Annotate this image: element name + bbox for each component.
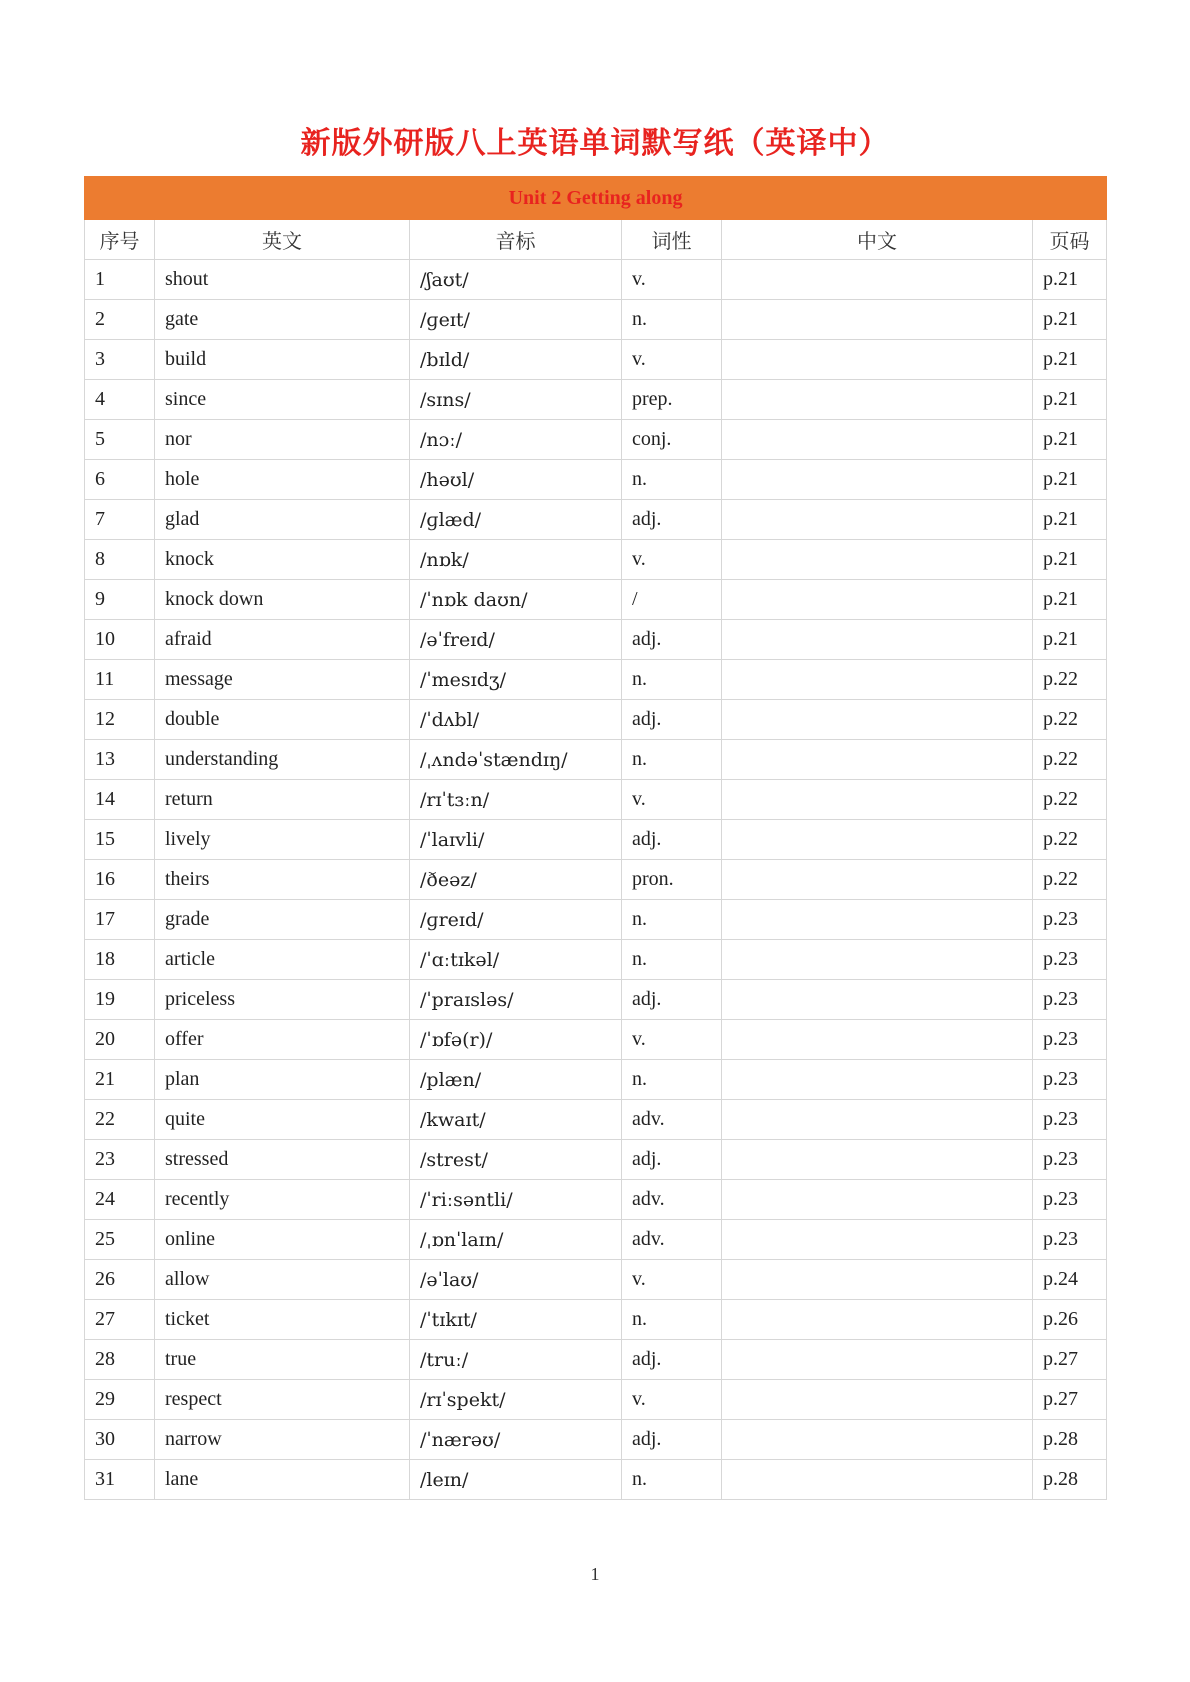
part-of-speech: n. [622, 940, 722, 980]
table-row [85, 1420, 1107, 1460]
document-title: 新版外研版八上英语单词默写纸（英译中） [300, 126, 890, 161]
table-row [85, 1220, 1107, 1260]
row-number: 9 [85, 580, 155, 620]
part-of-speech: prep. [622, 380, 722, 420]
part-of-speech: n. [622, 660, 722, 700]
phonetic: /ˈdʌbl/ [410, 700, 622, 740]
chinese-answer-cell [722, 860, 1033, 900]
table-row [85, 1300, 1107, 1340]
page-reference: p.26 [1033, 1300, 1107, 1340]
part-of-speech: n. [622, 460, 722, 500]
english-word: build [155, 340, 410, 380]
row-number: 28 [85, 1340, 155, 1380]
page-reference: p.23 [1033, 900, 1107, 940]
row-number: 17 [85, 900, 155, 940]
column-header-chinese: 中文 [722, 220, 1033, 260]
phonetic: /leɪn/ [410, 1460, 622, 1500]
part-of-speech: v. [622, 1020, 722, 1060]
english-word: article [155, 940, 410, 980]
chinese-answer-cell [722, 780, 1033, 820]
english-word: message [155, 660, 410, 700]
phonetic: /truː/ [410, 1340, 622, 1380]
part-of-speech: n. [622, 1300, 722, 1340]
phonetic: /ˈnærəʊ/ [410, 1420, 622, 1460]
part-of-speech: adv. [622, 1220, 722, 1260]
part-of-speech: adv. [622, 1180, 722, 1220]
table-row [85, 980, 1107, 1020]
page-reference: p.21 [1033, 580, 1107, 620]
english-word: understanding [155, 740, 410, 780]
chinese-answer-cell [722, 1180, 1033, 1220]
phonetic: /ðeəz/ [410, 860, 622, 900]
part-of-speech: adj. [622, 500, 722, 540]
phonetic: /ˈpraɪsləs/ [410, 980, 622, 1020]
column-header-english: 英文 [155, 220, 410, 260]
table-row [85, 1340, 1107, 1380]
table-row [85, 820, 1107, 860]
english-word: online [155, 1220, 410, 1260]
phonetic: /ˌɒnˈlaɪn/ [410, 1220, 622, 1260]
row-number: 25 [85, 1220, 155, 1260]
part-of-speech: n. [622, 1460, 722, 1500]
phonetic: /strest/ [410, 1140, 622, 1180]
row-number: 5 [85, 420, 155, 460]
row-number: 20 [85, 1020, 155, 1060]
part-of-speech: v. [622, 260, 722, 300]
phonetic: /əˈlaʊ/ [410, 1260, 622, 1300]
page-reference: p.21 [1033, 460, 1107, 500]
english-word: knock [155, 540, 410, 580]
english-word: return [155, 780, 410, 820]
english-word: offer [155, 1020, 410, 1060]
chinese-answer-cell [722, 340, 1033, 380]
page-reference: p.23 [1033, 980, 1107, 1020]
page-reference: p.28 [1033, 1460, 1107, 1500]
phonetic: /bɪld/ [410, 340, 622, 380]
english-word: ticket [155, 1300, 410, 1340]
row-number: 30 [85, 1420, 155, 1460]
chinese-answer-cell [722, 1260, 1033, 1300]
english-word: glad [155, 500, 410, 540]
page-reference: p.21 [1033, 300, 1107, 340]
phonetic: /ɡlæd/ [410, 500, 622, 540]
table-row [85, 1020, 1107, 1060]
phonetic: /sɪns/ [410, 380, 622, 420]
chinese-answer-cell [722, 820, 1033, 860]
column-header-page: 页码 [1033, 220, 1107, 260]
page-number: 1 [590, 1564, 600, 1584]
part-of-speech: adj. [622, 1340, 722, 1380]
column-header-part-of-speech: 词性 [622, 220, 722, 260]
page-reference: p.21 [1033, 420, 1107, 460]
row-number: 12 [85, 700, 155, 740]
english-word: stressed [155, 1140, 410, 1180]
english-word: respect [155, 1380, 410, 1420]
phonetic: /ˈmesɪdʒ/ [410, 660, 622, 700]
chinese-answer-cell [722, 460, 1033, 500]
part-of-speech: pron. [622, 860, 722, 900]
row-number: 24 [85, 1180, 155, 1220]
row-number: 31 [85, 1460, 155, 1500]
page-reference: p.28 [1033, 1420, 1107, 1460]
page-reference: p.22 [1033, 820, 1107, 860]
chinese-answer-cell [722, 540, 1033, 580]
unit-header-row [85, 177, 1107, 220]
page-reference: p.22 [1033, 700, 1107, 740]
phonetic: /ˈnɒk daʊn/ [410, 580, 622, 620]
row-number: 19 [85, 980, 155, 1020]
english-word: knock down [155, 580, 410, 620]
part-of-speech: adj. [622, 820, 722, 860]
part-of-speech: adj. [622, 700, 722, 740]
page-reference: p.23 [1033, 1180, 1107, 1220]
chinese-answer-cell [722, 1020, 1033, 1060]
table-row [85, 660, 1107, 700]
chinese-answer-cell [722, 1380, 1033, 1420]
chinese-answer-cell [722, 620, 1033, 660]
page-reference: p.21 [1033, 340, 1107, 380]
table-row [85, 940, 1107, 980]
part-of-speech: v. [622, 1260, 722, 1300]
row-number: 13 [85, 740, 155, 780]
part-of-speech: n. [622, 900, 722, 940]
english-word: quite [155, 1100, 410, 1140]
chinese-answer-cell [722, 380, 1033, 420]
chinese-answer-cell [722, 500, 1033, 540]
chinese-answer-cell [722, 1140, 1033, 1180]
table-row [85, 700, 1107, 740]
page-reference: p.21 [1033, 620, 1107, 660]
table-row [85, 340, 1107, 380]
table-row [85, 860, 1107, 900]
page-reference: p.23 [1033, 1100, 1107, 1140]
table-row [85, 1380, 1107, 1420]
page-reference: p.21 [1033, 380, 1107, 420]
phonetic: /əˈfreɪd/ [410, 620, 622, 660]
row-number: 2 [85, 300, 155, 340]
table-row [85, 1060, 1107, 1100]
chinese-answer-cell [722, 900, 1033, 940]
row-number: 27 [85, 1300, 155, 1340]
part-of-speech: v. [622, 540, 722, 580]
row-number: 15 [85, 820, 155, 860]
page-reference: p.22 [1033, 780, 1107, 820]
table-row [85, 1460, 1107, 1500]
table-row [85, 900, 1107, 940]
phonetic: /ˈlaɪvli/ [410, 820, 622, 860]
english-word: lively [155, 820, 410, 860]
table-row [85, 1140, 1107, 1180]
part-of-speech: n. [622, 300, 722, 340]
part-of-speech: n. [622, 1060, 722, 1100]
phonetic: /rɪˈspekt/ [410, 1380, 622, 1420]
phonetic: /ˈtɪkɪt/ [410, 1300, 622, 1340]
page-reference: p.23 [1033, 940, 1107, 980]
table-row [85, 300, 1107, 340]
table-row [85, 1100, 1107, 1140]
chinese-answer-cell [722, 700, 1033, 740]
phonetic: /nɔː/ [410, 420, 622, 460]
chinese-answer-cell [722, 1340, 1033, 1380]
table-row [85, 500, 1107, 540]
english-word: grade [155, 900, 410, 940]
row-number: 23 [85, 1140, 155, 1180]
part-of-speech: adj. [622, 1140, 722, 1180]
english-word: shout [155, 260, 410, 300]
english-word: afraid [155, 620, 410, 660]
english-word: recently [155, 1180, 410, 1220]
chinese-answer-cell [722, 1060, 1033, 1100]
chinese-answer-cell [722, 260, 1033, 300]
english-word: hole [155, 460, 410, 500]
chinese-answer-cell [722, 580, 1033, 620]
table-row [85, 1180, 1107, 1220]
part-of-speech: adj. [622, 1420, 722, 1460]
english-word: double [155, 700, 410, 740]
column-header-row [85, 220, 1107, 260]
page-reference: p.23 [1033, 1020, 1107, 1060]
page-reference: p.21 [1033, 260, 1107, 300]
page-reference: p.21 [1033, 540, 1107, 580]
phonetic: /ˌʌndəˈstændɪŋ/ [410, 740, 622, 780]
table-row [85, 780, 1107, 820]
phonetic: /ˈriːsəntli/ [410, 1180, 622, 1220]
part-of-speech: adv. [622, 1100, 722, 1140]
part-of-speech: v. [622, 1380, 722, 1420]
table-row [85, 420, 1107, 460]
english-word: allow [155, 1260, 410, 1300]
page-reference: p.23 [1033, 1220, 1107, 1260]
table-row [85, 460, 1107, 500]
page-reference: p.22 [1033, 660, 1107, 700]
part-of-speech: / [622, 580, 722, 620]
row-number: 14 [85, 780, 155, 820]
row-number: 29 [85, 1380, 155, 1420]
chinese-answer-cell [722, 740, 1033, 780]
table-row [85, 620, 1107, 660]
row-number: 10 [85, 620, 155, 660]
part-of-speech: adj. [622, 980, 722, 1020]
row-number: 11 [85, 660, 155, 700]
part-of-speech: adj. [622, 620, 722, 660]
phonetic: /həʊl/ [410, 460, 622, 500]
vocabulary-rows [85, 260, 1107, 1500]
row-number: 21 [85, 1060, 155, 1100]
chinese-answer-cell [722, 1100, 1033, 1140]
phonetic: /ʃaʊt/ [410, 260, 622, 300]
english-word: narrow [155, 1420, 410, 1460]
row-number: 18 [85, 940, 155, 980]
row-number: 6 [85, 460, 155, 500]
row-number: 16 [85, 860, 155, 900]
phonetic: /kwaɪt/ [410, 1100, 622, 1140]
english-word: since [155, 380, 410, 420]
phonetic: /plæn/ [410, 1060, 622, 1100]
chinese-answer-cell [722, 1300, 1033, 1340]
phonetic: /nɒk/ [410, 540, 622, 580]
row-number: 7 [85, 500, 155, 540]
page-reference: p.21 [1033, 500, 1107, 540]
phonetic: /ˈɑːtɪkəl/ [410, 940, 622, 980]
phonetic: /ˈɒfə(r)/ [410, 1020, 622, 1060]
column-header-number: 序号 [85, 220, 155, 260]
table-row [85, 380, 1107, 420]
row-number: 8 [85, 540, 155, 580]
table-row [85, 1260, 1107, 1300]
table-row [85, 260, 1107, 300]
page-reference: p.27 [1033, 1380, 1107, 1420]
phonetic: /ɡeɪt/ [410, 300, 622, 340]
english-word: lane [155, 1460, 410, 1500]
english-word: plan [155, 1060, 410, 1100]
chinese-answer-cell [722, 420, 1033, 460]
chinese-answer-cell [722, 1220, 1033, 1260]
chinese-answer-cell [722, 1460, 1033, 1500]
table-row [85, 580, 1107, 620]
column-header-phonetic: 音标 [410, 220, 622, 260]
part-of-speech: v. [622, 340, 722, 380]
chinese-answer-cell [722, 300, 1033, 340]
phonetic: /rɪˈtɜːn/ [410, 780, 622, 820]
page-reference: p.22 [1033, 860, 1107, 900]
chinese-answer-cell [722, 940, 1033, 980]
english-word: nor [155, 420, 410, 460]
english-word: true [155, 1340, 410, 1380]
chinese-answer-cell [722, 1420, 1033, 1460]
row-number: 22 [85, 1100, 155, 1140]
page-reference: p.22 [1033, 740, 1107, 780]
part-of-speech: v. [622, 780, 722, 820]
chinese-answer-cell [722, 660, 1033, 700]
row-number: 4 [85, 380, 155, 420]
page-reference: p.24 [1033, 1260, 1107, 1300]
table-row [85, 540, 1107, 580]
page-reference: p.27 [1033, 1340, 1107, 1380]
part-of-speech: n. [622, 740, 722, 780]
row-number: 26 [85, 1260, 155, 1300]
page-reference: p.23 [1033, 1060, 1107, 1100]
page-reference: p.23 [1033, 1140, 1107, 1180]
table-row [85, 740, 1107, 780]
row-number: 3 [85, 340, 155, 380]
row-number: 1 [85, 260, 155, 300]
chinese-answer-cell [722, 980, 1033, 1020]
phonetic: /ɡreɪd/ [410, 900, 622, 940]
vocabulary-table [84, 176, 1107, 1500]
english-word: gate [155, 300, 410, 340]
unit-label: Unit 2 Getting along [85, 177, 1107, 220]
part-of-speech: conj. [622, 420, 722, 460]
english-word: priceless [155, 980, 410, 1020]
english-word: theirs [155, 860, 410, 900]
